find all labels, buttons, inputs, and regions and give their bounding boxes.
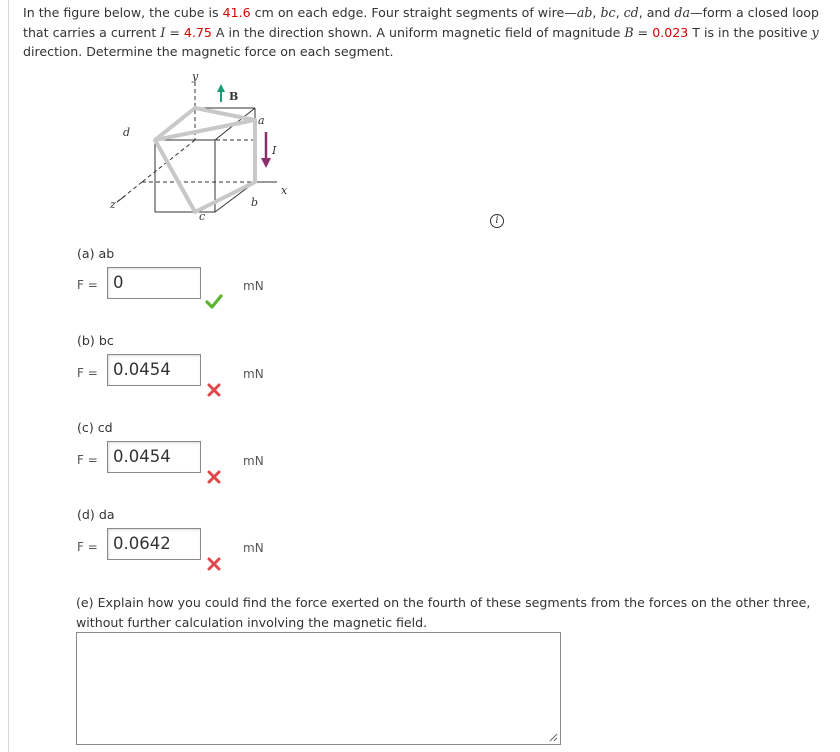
part-b-label: (b) bc — [77, 333, 114, 348]
part-d-f-label: F = — [77, 540, 98, 554]
info-icon[interactable]: i — [490, 214, 504, 228]
q-text: cm on each edge. Four straight segments of wire— — [250, 5, 577, 20]
part-d-input[interactable]: 0.0642 — [107, 528, 201, 560]
q-text: A in the direction shown. A uniform magnetic field of magnitude — [211, 24, 625, 40]
part-a-input[interactable]: 0 — [107, 267, 201, 299]
label-i: I — [272, 144, 277, 157]
y-symbol: y — [811, 24, 819, 40]
part-c-unit: mN — [243, 454, 264, 468]
q-text: = — [633, 24, 653, 40]
cross-icon — [205, 381, 223, 399]
seg-cd: cd — [623, 5, 639, 20]
label-z: z — [110, 198, 116, 211]
q-text: —form a closed loop that carries a current — [23, 5, 820, 40]
b-field-arrowhead — [217, 84, 225, 92]
seg-da: da — [674, 5, 690, 20]
left-border — [8, 0, 9, 752]
part-b-f-label: F = — [77, 366, 98, 380]
current-value: 4.75 — [183, 24, 212, 40]
q-text: T is in the positive — [688, 24, 812, 40]
label-b: b — [251, 196, 259, 209]
cross-icon — [205, 555, 223, 573]
edge-length-value: 41.6 — [222, 5, 251, 20]
q-text: = — [165, 24, 184, 40]
part-a-unit: mN — [243, 279, 264, 293]
label-y: y — [192, 70, 199, 83]
field-symbol: B — [624, 24, 634, 40]
label-c: c — [199, 210, 206, 223]
part-e-textarea[interactable] — [76, 632, 561, 745]
q-text: direction. Determine the magnetic force on each segment. — [23, 44, 394, 59]
part-c-f-label: F = — [77, 453, 98, 467]
z-axis — [117, 196, 125, 202]
check-icon — [205, 292, 223, 310]
part-d-label: (d) da — [77, 507, 115, 522]
part-c-label: (c) cd — [77, 420, 113, 435]
part-b-input[interactable]: 0.0454 — [107, 354, 201, 386]
part-a-label: (a) ab — [77, 246, 115, 261]
part-a-f-label: F = — [77, 278, 98, 292]
seg-bc: bc — [600, 5, 616, 20]
q-text: , — [615, 5, 624, 20]
label-a: a — [258, 114, 265, 127]
seg-ab: ab — [576, 5, 593, 20]
q-text: , and — [638, 5, 675, 20]
label-d: d — [123, 126, 131, 139]
current-arrowhead — [261, 158, 271, 168]
part-d-unit: mN — [243, 541, 264, 555]
q-text: , — [592, 5, 601, 20]
resize-grip-icon[interactable] — [548, 732, 558, 742]
cube-figure — [95, 70, 315, 230]
wire-loop — [155, 108, 255, 212]
label-x: x — [281, 184, 288, 197]
field-value: 0.023 — [652, 24, 689, 40]
part-e-prompt: (e) Explain how you could find the force exerted on the fourth of these segments from the forces on the other three, without further calculation involving the magnetic field. — [76, 595, 811, 630]
part-b-unit: mN — [243, 367, 264, 381]
cross-icon — [205, 468, 223, 486]
label-b-field: B — [229, 90, 239, 103]
current-symbol: I — [160, 24, 166, 40]
question-text — [23, 3, 838, 62]
q-text: In the figure below, the cube is — [23, 5, 223, 20]
part-c-input[interactable]: 0.0454 — [107, 441, 201, 473]
